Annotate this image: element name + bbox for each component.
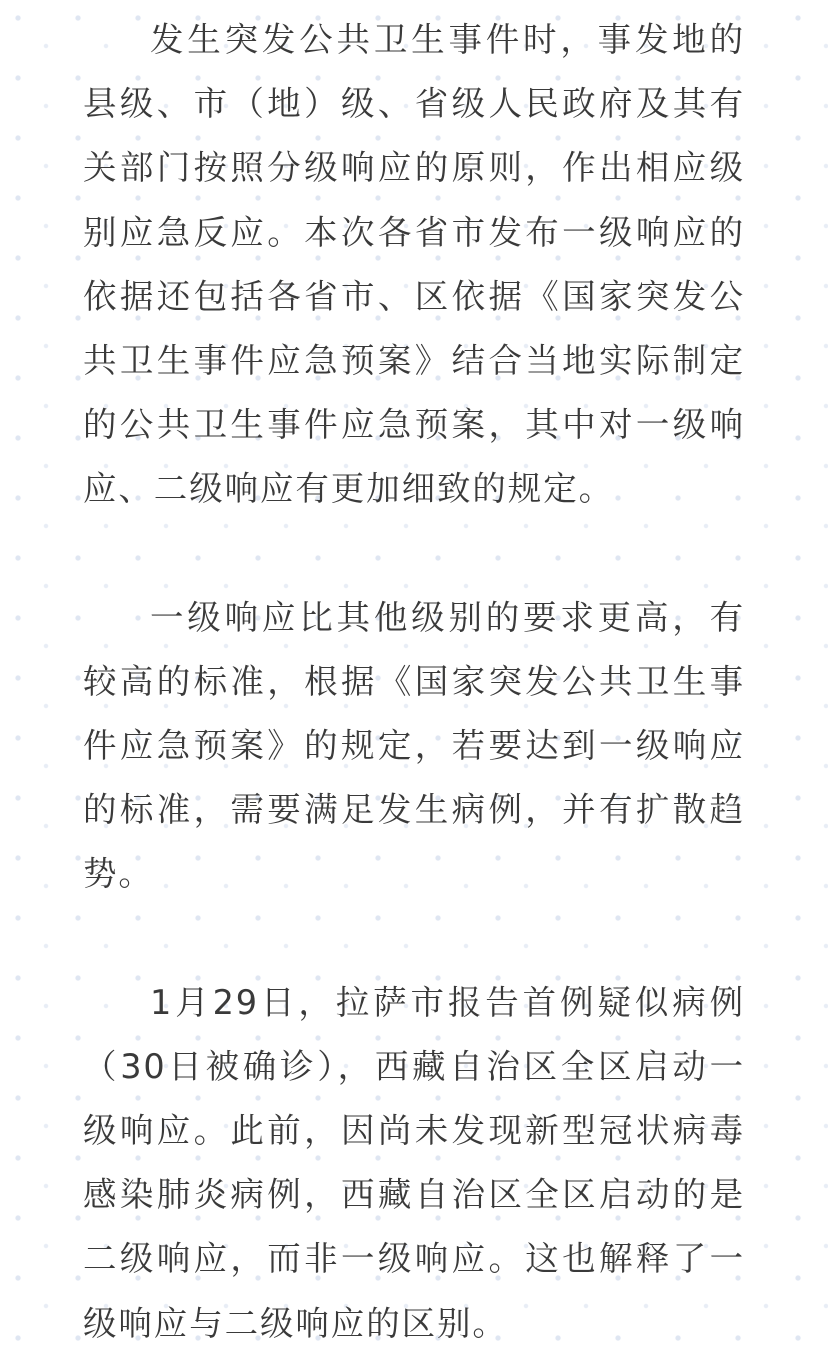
article-body bbox=[83, 8, 745, 1356]
paragraph-response-levels: 发生突发公共卫生事件时，事发地的县级、市（地）级、省级人民政府及其有关部门按照分级响应的原则，作出相应级别应急反应。本次各省市发布一级响应的依据还包括各省市、区依据《国家突发公共卫生事件应急预案》结合当地实际制定的公共卫生事件应急预案，其中对一级响应、二级响应有更加细致的规定。 bbox=[83, 20, 745, 509]
paragraph-level-one-standard: 一级响应比其他级别的要求更高，有较高的标准，根据《国家突发公共卫生事件应急预案》的规定，若要达到一级响应的标准，需要满足发生病例，并有扩散趋势。 bbox=[83, 597, 745, 894]
paragraph-spacer bbox=[83, 522, 745, 586]
paragraph-tibet-example: 1月29日，拉萨市报告首例疑似病例（30日被确诊），西藏自治区全区启动一级响应。此前，因尚未发现新型冠状病毒感染肺炎病例，西藏自治区全区启动的是二级响应，而非一级响应。这也解释了一级响应与二级响应的区别。 bbox=[83, 982, 745, 1343]
paragraph-spacer bbox=[83, 907, 745, 971]
